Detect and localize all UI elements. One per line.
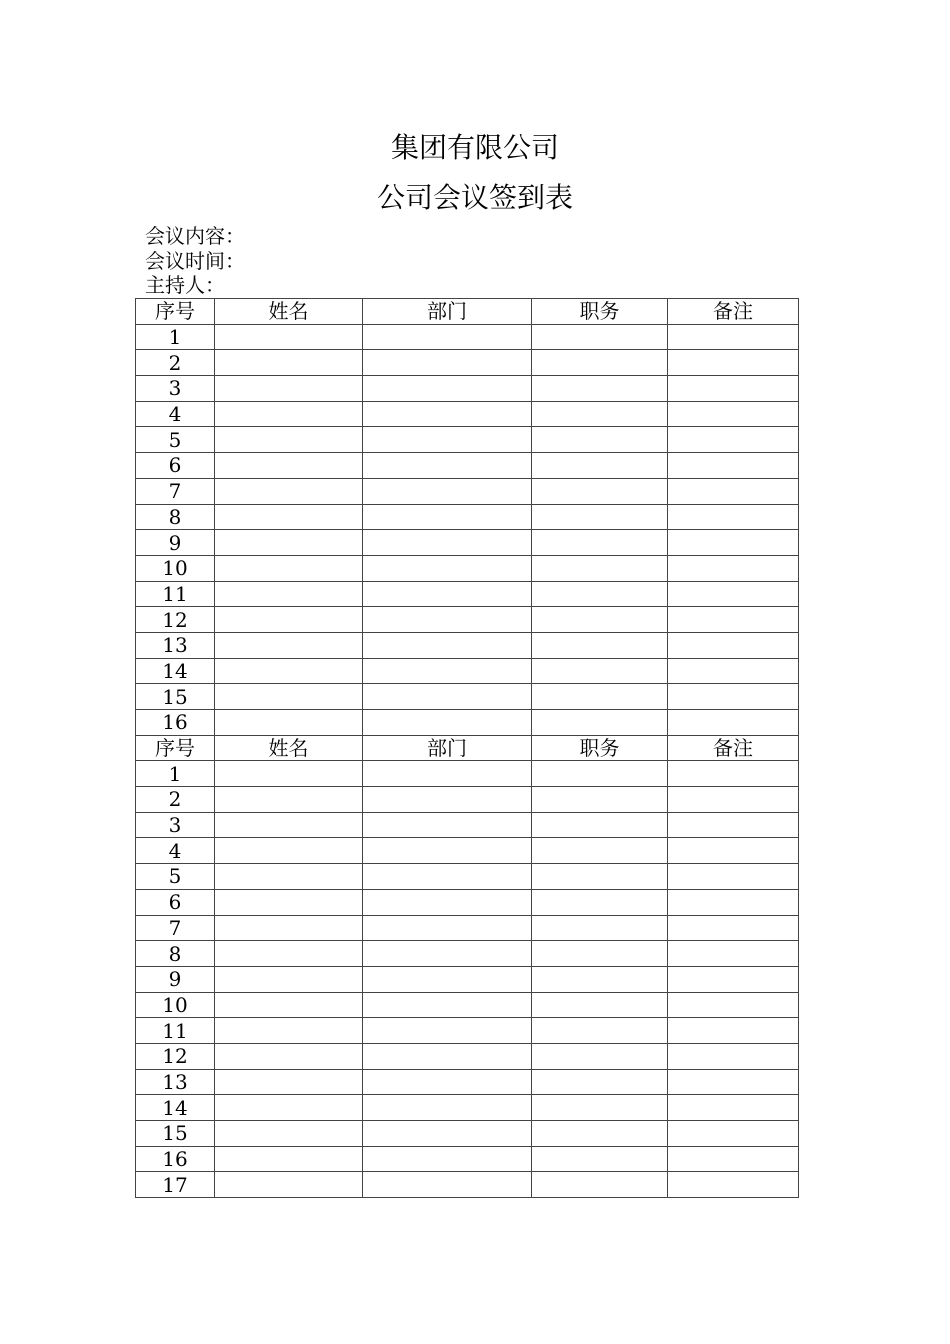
remarks-cell[interactable]	[668, 1121, 799, 1147]
department-cell[interactable]	[363, 1095, 532, 1121]
row-number: 16	[136, 710, 215, 736]
position-cell[interactable]	[532, 581, 668, 607]
row-number: 14	[136, 658, 215, 684]
remarks-cell[interactable]	[668, 401, 799, 427]
table-row	[136, 504, 799, 530]
remarks-cell[interactable]	[668, 555, 799, 581]
position-cell[interactable]	[532, 710, 668, 736]
table-row	[136, 453, 799, 479]
row-number: 15	[136, 684, 215, 710]
table-row	[136, 915, 799, 941]
row-number: 2	[136, 350, 215, 376]
row-number: 3	[136, 376, 215, 402]
name-cell[interactable]	[215, 427, 363, 453]
department-cell[interactable]	[363, 889, 532, 915]
name-cell[interactable]	[215, 658, 363, 684]
row-number: 2	[136, 787, 215, 813]
remarks-cell[interactable]	[668, 607, 799, 633]
row-number: 1	[136, 761, 215, 787]
remarks-cell[interactable]	[668, 941, 799, 967]
table-row	[136, 710, 799, 736]
row-number: 14	[136, 1095, 215, 1121]
table-row	[136, 966, 799, 992]
table-row	[136, 838, 799, 864]
position-cell[interactable]	[532, 632, 668, 658]
department-cell[interactable]	[363, 453, 532, 479]
name-cell[interactable]	[215, 1121, 363, 1147]
row-number: 6	[136, 453, 215, 479]
remarks-cell[interactable]	[668, 1018, 799, 1044]
header-department: 部门	[363, 735, 532, 761]
department-cell[interactable]	[363, 1018, 532, 1044]
row-number: 4	[136, 838, 215, 864]
remarks-cell[interactable]	[668, 581, 799, 607]
row-number: 12	[136, 607, 215, 633]
name-cell[interactable]	[215, 504, 363, 530]
table-row	[136, 376, 799, 402]
table-row	[136, 401, 799, 427]
table-row	[136, 658, 799, 684]
name-cell[interactable]	[215, 966, 363, 992]
table-row	[136, 324, 799, 350]
name-cell[interactable]	[215, 607, 363, 633]
name-cell[interactable]	[215, 376, 363, 402]
remarks-cell[interactable]	[668, 1069, 799, 1095]
row-number: 4	[136, 401, 215, 427]
table-row	[136, 581, 799, 607]
table-row	[136, 787, 799, 813]
remarks-cell[interactable]	[668, 427, 799, 453]
position-cell[interactable]	[532, 324, 668, 350]
table-row	[136, 992, 799, 1018]
position-cell[interactable]	[532, 1121, 668, 1147]
remarks-cell[interactable]	[668, 684, 799, 710]
name-cell[interactable]	[215, 1043, 363, 1069]
position-cell[interactable]	[532, 427, 668, 453]
remarks-cell[interactable]	[668, 1095, 799, 1121]
position-cell[interactable]	[532, 350, 668, 376]
department-cell[interactable]	[363, 427, 532, 453]
department-cell[interactable]	[363, 838, 532, 864]
department-cell[interactable]	[363, 581, 532, 607]
department-cell[interactable]	[363, 504, 532, 530]
row-number: 5	[136, 864, 215, 890]
department-cell[interactable]	[363, 350, 532, 376]
name-cell[interactable]	[215, 1146, 363, 1172]
meeting-content-label: 会议内容：	[145, 224, 245, 248]
position-cell[interactable]	[532, 658, 668, 684]
table-row	[136, 632, 799, 658]
position-cell[interactable]	[532, 941, 668, 967]
name-cell[interactable]	[215, 1172, 363, 1198]
department-cell[interactable]	[363, 787, 532, 813]
position-cell[interactable]	[532, 684, 668, 710]
position-cell[interactable]	[532, 376, 668, 402]
department-cell[interactable]	[363, 1069, 532, 1095]
table-row	[136, 1121, 799, 1147]
department-cell[interactable]	[363, 401, 532, 427]
department-cell[interactable]	[363, 812, 532, 838]
meeting-host-label: 主持人：	[145, 273, 225, 297]
row-number: 16	[136, 1146, 215, 1172]
position-cell[interactable]	[532, 1069, 668, 1095]
row-number: 17	[136, 1172, 215, 1198]
department-cell[interactable]	[363, 632, 532, 658]
company-name: 集团有限公司	[390, 131, 559, 164]
remarks-cell[interactable]	[668, 632, 799, 658]
position-cell[interactable]	[532, 504, 668, 530]
department-cell[interactable]	[363, 324, 532, 350]
row-number: 15	[136, 1121, 215, 1147]
department-cell[interactable]	[363, 941, 532, 967]
table-row	[136, 1069, 799, 1095]
name-cell[interactable]	[215, 941, 363, 967]
position-cell[interactable]	[532, 992, 668, 1018]
position-cell[interactable]	[532, 555, 668, 581]
position-cell[interactable]	[532, 478, 668, 504]
position-cell[interactable]	[532, 889, 668, 915]
remarks-cell[interactable]	[668, 376, 799, 402]
name-cell[interactable]	[215, 992, 363, 1018]
name-cell[interactable]	[215, 581, 363, 607]
position-cell[interactable]	[532, 812, 668, 838]
department-cell[interactable]	[363, 658, 532, 684]
position-cell[interactable]	[532, 915, 668, 941]
remarks-cell[interactable]	[668, 812, 799, 838]
table-row	[136, 478, 799, 504]
row-number: 9	[136, 530, 215, 556]
row-number: 1	[136, 324, 215, 350]
meeting-time-label: 会议时间：	[145, 248, 245, 273]
row-number: 3	[136, 812, 215, 838]
remarks-cell[interactable]	[668, 478, 799, 504]
remarks-cell[interactable]	[668, 761, 799, 787]
row-number: 6	[136, 889, 215, 915]
table-row	[136, 1095, 799, 1121]
name-cell[interactable]	[215, 838, 363, 864]
remarks-cell[interactable]	[668, 889, 799, 915]
row-number: 9	[136, 966, 215, 992]
table-row	[136, 350, 799, 376]
position-cell[interactable]	[532, 966, 668, 992]
department-cell[interactable]	[363, 761, 532, 787]
row-number: 11	[136, 1018, 215, 1044]
position-cell[interactable]	[532, 401, 668, 427]
department-cell[interactable]	[363, 710, 532, 736]
row-number: 13	[136, 632, 215, 658]
department-cell[interactable]	[363, 966, 532, 992]
table-row	[136, 761, 799, 787]
header-no: 序号	[136, 735, 215, 761]
row-number: 8	[136, 941, 215, 967]
table-row	[136, 941, 799, 967]
department-cell[interactable]	[363, 1121, 532, 1147]
name-cell[interactable]	[215, 1069, 363, 1095]
name-cell[interactable]	[215, 710, 363, 736]
header-position: 职务	[532, 735, 668, 761]
name-cell[interactable]	[215, 478, 363, 504]
row-number: 12	[136, 1043, 215, 1069]
table-row	[136, 1043, 799, 1069]
table-row	[136, 1172, 799, 1198]
position-cell[interactable]	[532, 1095, 668, 1121]
name-cell[interactable]	[215, 401, 363, 427]
name-cell[interactable]	[215, 530, 363, 556]
name-cell[interactable]	[215, 812, 363, 838]
remarks-cell[interactable]	[668, 504, 799, 530]
department-cell[interactable]	[363, 607, 532, 633]
table-row	[136, 1146, 799, 1172]
form-title: 公司会议签到表	[376, 181, 573, 214]
remarks-cell[interactable]	[668, 710, 799, 736]
header-department: 部门	[363, 299, 532, 325]
header-remarks: 备注	[668, 735, 799, 761]
position-cell[interactable]	[532, 787, 668, 813]
position-cell[interactable]	[532, 607, 668, 633]
name-cell[interactable]	[215, 864, 363, 890]
remarks-cell[interactable]	[668, 658, 799, 684]
sign-in-table	[135, 298, 799, 1198]
name-cell[interactable]	[215, 684, 363, 710]
remarks-cell[interactable]	[668, 864, 799, 890]
remarks-cell[interactable]	[668, 787, 799, 813]
table-row	[136, 684, 799, 710]
position-cell[interactable]	[532, 453, 668, 479]
remarks-cell[interactable]	[668, 966, 799, 992]
table-row	[136, 812, 799, 838]
name-cell[interactable]	[215, 761, 363, 787]
position-cell[interactable]	[532, 838, 668, 864]
name-cell[interactable]	[215, 324, 363, 350]
name-cell[interactable]	[215, 787, 363, 813]
department-cell[interactable]	[363, 1146, 532, 1172]
table-header-row	[136, 735, 799, 761]
row-number: 8	[136, 504, 215, 530]
row-number: 7	[136, 478, 215, 504]
table-row	[136, 889, 799, 915]
remarks-cell[interactable]	[668, 1172, 799, 1198]
name-cell[interactable]	[215, 889, 363, 915]
position-cell[interactable]	[532, 530, 668, 556]
header-position: 职务	[532, 299, 668, 325]
department-cell[interactable]	[363, 1172, 532, 1198]
name-cell[interactable]	[215, 1018, 363, 1044]
row-number: 10	[136, 555, 215, 581]
name-cell[interactable]	[215, 350, 363, 376]
remarks-cell[interactable]	[668, 1146, 799, 1172]
row-number: 10	[136, 992, 215, 1018]
name-cell[interactable]	[215, 632, 363, 658]
department-cell[interactable]	[363, 376, 532, 402]
remarks-cell[interactable]	[668, 350, 799, 376]
table-row	[136, 607, 799, 633]
department-cell[interactable]	[363, 555, 532, 581]
department-cell[interactable]	[363, 1043, 532, 1069]
department-cell[interactable]	[363, 992, 532, 1018]
position-cell[interactable]	[532, 864, 668, 890]
meeting-info	[145, 224, 245, 298]
row-number: 13	[136, 1069, 215, 1095]
table-row	[136, 864, 799, 890]
department-cell[interactable]	[363, 478, 532, 504]
table-row	[136, 1018, 799, 1044]
header-name: 姓名	[215, 735, 363, 761]
remarks-cell[interactable]	[668, 992, 799, 1018]
position-cell[interactable]	[532, 1172, 668, 1198]
remarks-cell[interactable]	[668, 915, 799, 941]
remarks-cell[interactable]	[668, 453, 799, 479]
department-cell[interactable]	[363, 915, 532, 941]
name-cell[interactable]	[215, 555, 363, 581]
department-cell[interactable]	[363, 864, 532, 890]
sign-in-table-body	[136, 299, 799, 1198]
name-cell[interactable]	[215, 453, 363, 479]
name-cell[interactable]	[215, 915, 363, 941]
row-number: 7	[136, 915, 215, 941]
remarks-cell[interactable]	[668, 324, 799, 350]
name-cell[interactable]	[215, 1095, 363, 1121]
table-row	[136, 530, 799, 556]
table-row	[136, 427, 799, 453]
department-cell[interactable]	[363, 684, 532, 710]
remarks-cell[interactable]	[668, 838, 799, 864]
remarks-cell[interactable]	[668, 1043, 799, 1069]
header-remarks: 备注	[668, 299, 799, 325]
department-cell[interactable]	[363, 530, 532, 556]
header-name: 姓名	[215, 299, 363, 325]
header-no: 序号	[136, 299, 215, 325]
table-row	[136, 555, 799, 581]
row-number: 5	[136, 427, 215, 453]
remarks-cell[interactable]	[668, 530, 799, 556]
position-cell[interactable]	[532, 761, 668, 787]
position-cell[interactable]	[532, 1146, 668, 1172]
table-header-row	[136, 299, 799, 325]
position-cell[interactable]	[532, 1043, 668, 1069]
row-number: 11	[136, 581, 215, 607]
position-cell[interactable]	[532, 1018, 668, 1044]
